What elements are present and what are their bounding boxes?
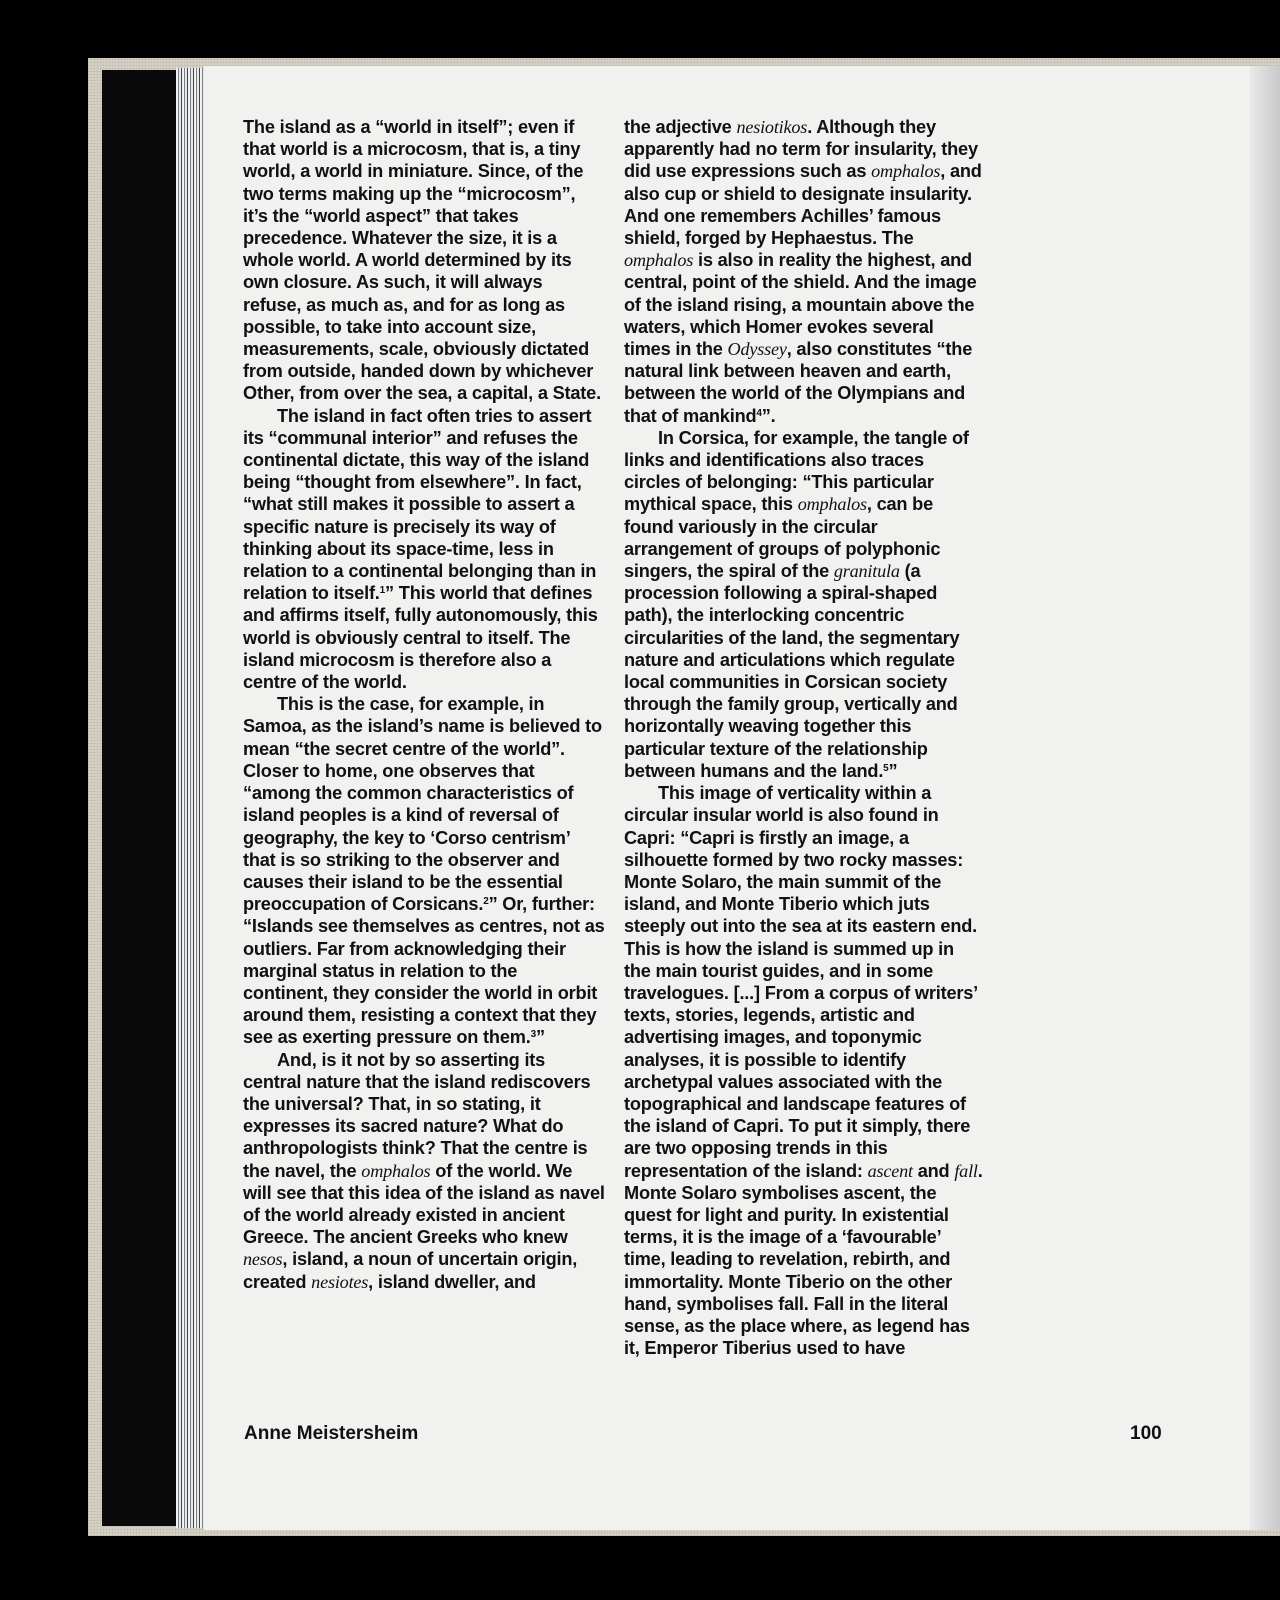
text-column-left	[243, 116, 605, 1293]
paragraph: In Corsica, for example, the tangle of links and identifications also traces circles of belonging: “This particular mythical space, this omphalos, can be found variously in the circular arrangement of groups of polyphonic singers, the spiral of the granitula (a procession following a spiral-shaped path), the interlocking concentric circularities of the land, the segmentary nature and articulations which regulate local communities in Corsican society through the family group, vertically and horizontally weaving together this particular texture of the relationship between humans and the land.$^5$”	[624, 427, 969, 781]
paragraph: This is the case, for example, in Samoa, as the island’s name is believed to mean “the secret centre of the world”. Closer to home, one observes that “among the common characteristics of island peoples is a kind of reversal of geography, the key to ‘Corso centrism’ that is so striking to the observer and causes their island to be the essential preoccupation of Corsicans.$^2$” Or, further: “Islands see themselves as centres, not as outliers. Far from acknowledging their marginal status in relation to the continent, they consider the world in orbit around them, resisting a context that they see as exerting pressure on them.$^3$”	[243, 694, 605, 1048]
running-footer-author: Anne Meistersheim	[244, 1423, 419, 1444]
paragraph: This image of verticality within a circular insular world is also found in Capri: “Capri is firstly an image, a silhouette formed by two rocky masses: Monte Solaro, the main summit of the island, and Monte Tiberio which juts steeply out into the sea at its eastern end. This is how the island is summed up in the main tourist guides, and in some travelogues. [...] From a corpus of writers’ texts, stories, legends, artistic and advertising images, and toponymic analyses, it is possible to identify archetypal values associated with the topographical and landscape features of the island of Capri. To put it simply, there are two opposing trends in this representation of the island: ascent and fall. Monte Solaro symbolises ascent, the quest for light and purity. In existential terms, it is the image of a ‘favourable’ time, leading to revelation, rebirth, and immortality. Monte Tiberio on the other hand, symbolises fall. Fall in the literal sense, as the place where, as legend has it, Emperor Tiberius used to have	[624, 783, 983, 1359]
page-right-edge	[1250, 66, 1280, 1530]
page-edges	[176, 68, 204, 1528]
text-column-right	[624, 116, 984, 1359]
footnote-ref: 2	[483, 896, 489, 908]
page-number: 100	[1130, 1423, 1162, 1444]
book-spine	[102, 70, 176, 1526]
paragraph: The island in fact often tries to assert its “communal interior” and refuses the continental dictate, this way of the island being “thought from elsewhere”. In fact, “what still makes it possible to assert a specific nature is precisely its way of thinking about its space-time, less in relation to a continental belonging than in relation to itself.$^1$” This world that defines and affirms itself, fully autonomously, this world is obviously central to itself. The island microcosm is therefore also a centre of the world.	[243, 405, 598, 693]
paragraph: the adjective nesiotikos. Although they apparently had no term for insularity, they did use expressions such as omphalos, and also cup or shield to designate insularity. And one remembers Achilles’ famous shield, forged by Hephaestus. The omphalos is also in reality the highest, and central, point of the shield. And the image of the island rising, a mountain above the waters, which Homer evokes several times in the Odyssey, also constitutes “the natural link between heaven and earth, between the world of the Olympians and that of mankind$^4$”.	[624, 117, 982, 426]
paragraph: And, is it not by so asserting its central nature that the island rediscovers the universal? That, in so stating, it expresses its sacred nature? What do anthropologists think? That the centre is the navel, the omphalos of the world. We will see that this idea of the island as navel of the world already existed in ancient Greece. The ancient Greeks who knew nesos, island, a noun of uncertain origin, created nesiotes, island dweller, and	[243, 1049, 605, 1292]
footnote-ref: 1	[379, 585, 386, 597]
footnote-ref: 3	[530, 1029, 536, 1041]
paragraph: The island as a “world in itself”; even if that world is a microcosm, that is, a tiny world, a world in miniature. Since, of the two terms making up the “microcosm”, it’s the “world aspect” that takes precedence. Whatever the size, it is a whole world. A world determined by its own closure. As such, it will always refuse, as much as, and for as long as possible, to take into account size, measurements, scale, obviously dictated from outside, handed down by whichever Other, from over the sea, a capital, a State.	[243, 117, 601, 404]
footnote-ref: 4	[756, 407, 762, 419]
footnote-ref: 5	[883, 762, 889, 774]
